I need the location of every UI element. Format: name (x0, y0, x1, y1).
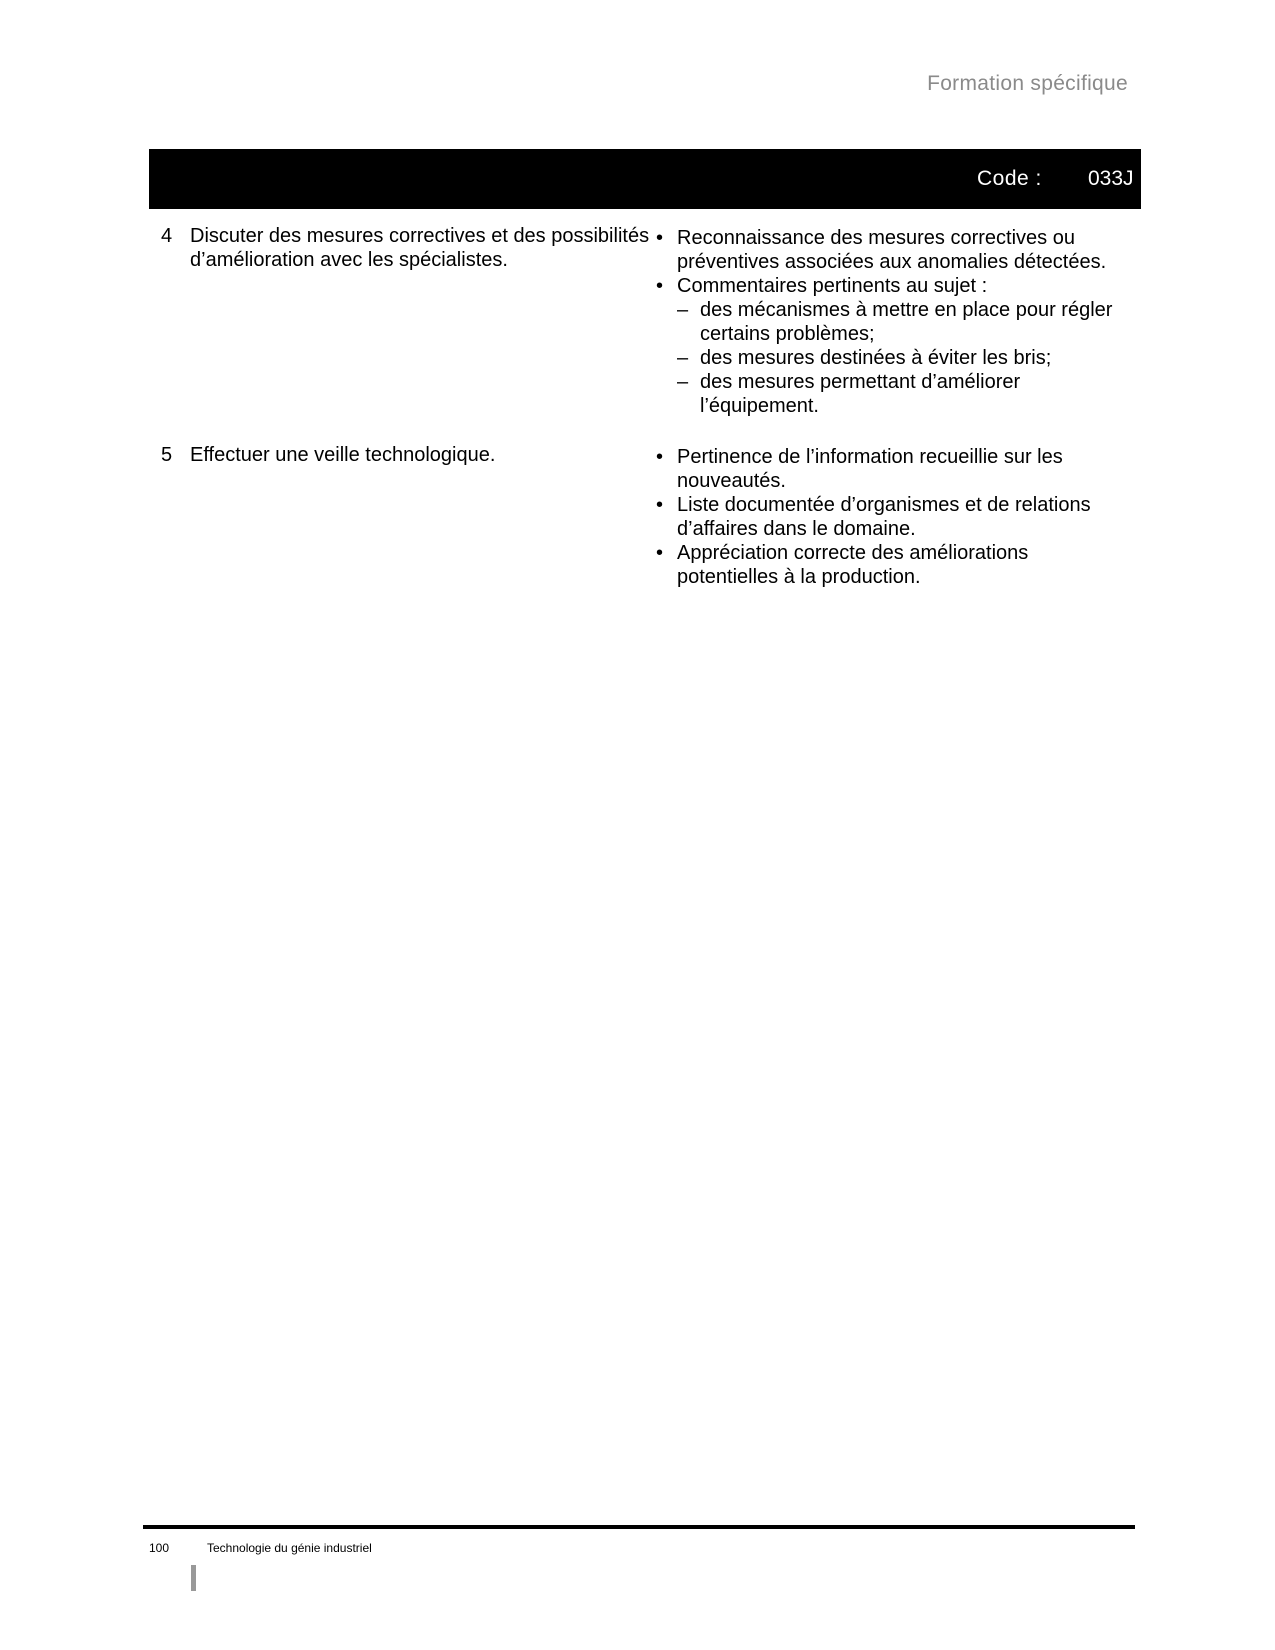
sub-criteria-item: – des mécanismes à mettre en place pour régler certains problèmes; (677, 298, 1129, 346)
criteria-item: • Pertinence de l’information recueillie sur les nouveautés. (654, 445, 1129, 493)
criteria-list (654, 226, 1129, 418)
task-number: 4 (161, 225, 173, 247)
criteria-item: • Liste documentée d’organismes et de relations d’affaires dans le domaine. (654, 493, 1129, 541)
footer-rule (143, 1525, 1135, 1529)
criteria-column (654, 226, 1129, 418)
code-label: Code : (977, 167, 1042, 190)
criteria-item-with-sublist (654, 274, 1129, 418)
footer-doc-title: Technologie du génie industriel (207, 1541, 372, 1555)
criteria-item: • Reconnaissance des mesures correctives ou préventives associées aux anomalies détectées. (654, 226, 1129, 274)
criteria-item-text: Commentaires pertinents au sujet : (677, 275, 988, 297)
task-text: Effectuer une veille technologique. (190, 444, 496, 466)
page-number: 100 (149, 1541, 170, 1555)
task-text: Discuter des mesures correctives et des possibilités d’amélioration avec les spécialistes. (190, 225, 650, 271)
criteria-column (654, 445, 1129, 589)
code-bar (149, 149, 1141, 209)
sub-criteria-list (677, 298, 1129, 418)
code-value: 033J (1088, 167, 1134, 190)
margin-marker (191, 1565, 196, 1591)
criteria-list (654, 445, 1129, 589)
sub-criteria-item: – des mesures destinées à éviter les bris; (677, 346, 1129, 370)
task-number: 5 (161, 444, 173, 466)
section-title: Formation spécifique (927, 72, 1128, 95)
criteria-item: • Appréciation correcte des améliorations potentielles à la production. (654, 541, 1129, 589)
sub-criteria-item: – des mesures permettant d’améliorer l’équipement. (677, 370, 1129, 418)
